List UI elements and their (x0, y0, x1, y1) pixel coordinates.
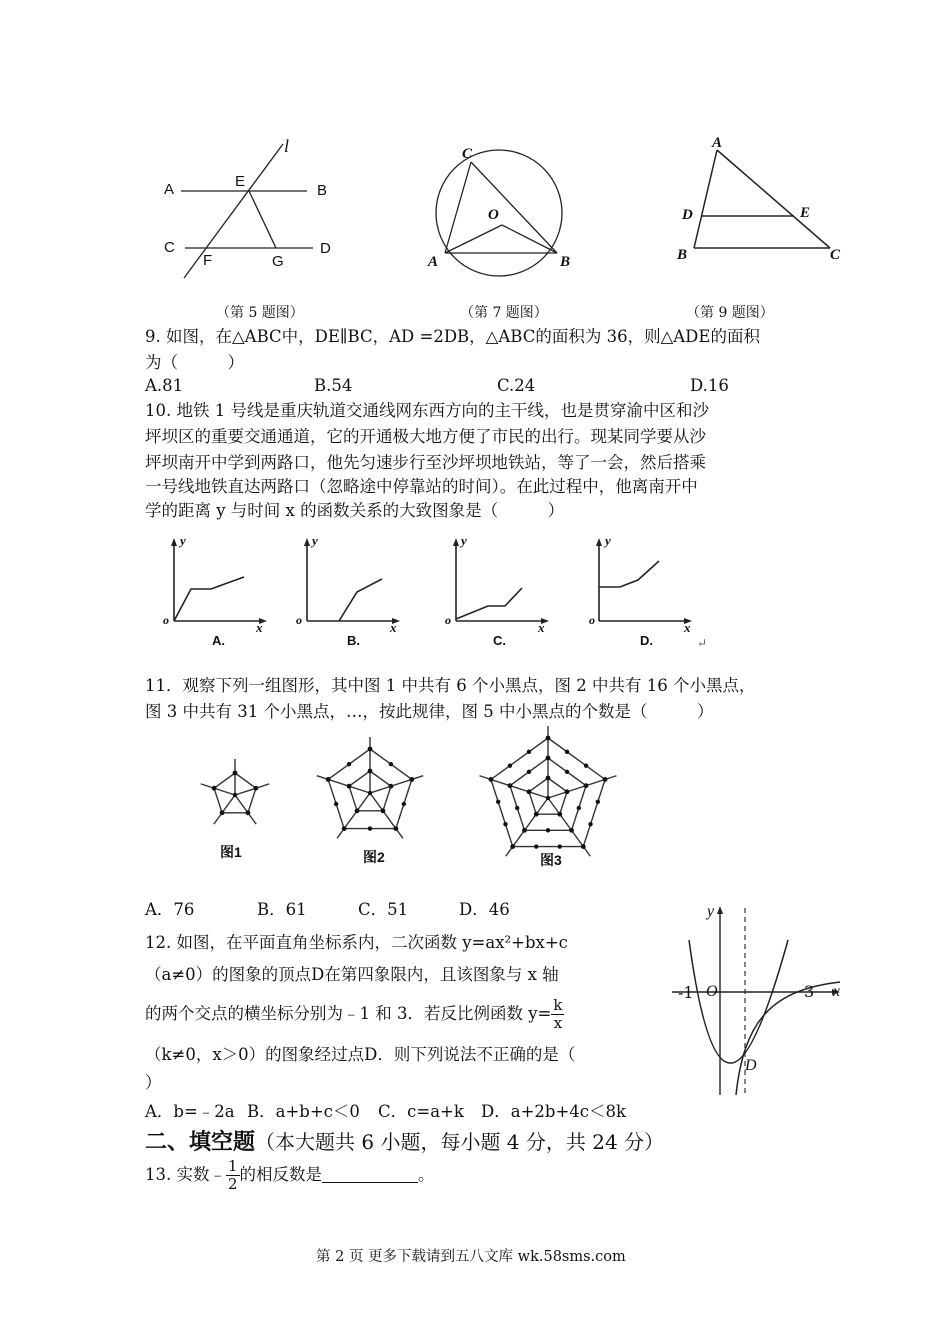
section-2-title: 二、填空题 (145, 1129, 256, 1155)
dot (584, 763, 588, 767)
dot (233, 771, 238, 776)
q10-graph-d-y: y (605, 533, 611, 548)
fig9-caption: （第 9 题图） (686, 305, 774, 321)
q11-line2: 图 3 中共有 31 个小黑点，…，按此规律，图 5 中小黑点的个数是（ ） (145, 702, 714, 721)
q11-option-d: D．46 (459, 900, 510, 919)
q10-line4: 一号线地铁直达两路口（忽略途中停靠站的时间）。在此过程中，他离南开中 (145, 477, 698, 496)
dot (368, 826, 372, 830)
q10-graph-a-x: x (256, 620, 263, 635)
q10-graph-a-y: y (180, 533, 186, 548)
q12-line3 (145, 997, 564, 1032)
q10-graph-d-label: D. (640, 633, 653, 648)
dot (546, 776, 551, 781)
q12-graph (672, 900, 847, 1100)
q12-frac-den: x (553, 1014, 563, 1032)
q9-option-c: C.24 (497, 376, 536, 395)
dot (584, 783, 589, 788)
dot (527, 770, 531, 774)
q9-line1: 9. 如图，在△ABC中，DE∥BC，AD =2DB，△ABC的面积为 36，则△ADE的面积 (145, 327, 760, 346)
spoke (370, 776, 423, 793)
dot (527, 750, 531, 754)
q12-graph-origin: O (706, 983, 718, 1000)
q13-suffix: 。 (418, 1165, 435, 1184)
dot (347, 784, 352, 789)
q10-line3: 坪坝南开中学到两路口，他先匀速步行至沙坪坝地铁站，等了一会，然后搭乘 (145, 453, 706, 472)
q9-option-a: A.81 (145, 376, 184, 395)
fig7-label-A: A (428, 254, 439, 270)
q11-figure-2-label: 图2 (363, 849, 385, 865)
q10-graph-d-x: x (684, 620, 691, 635)
dot (558, 844, 562, 848)
dot (220, 810, 225, 815)
q10-graph-b-y: y (312, 533, 318, 548)
dot (565, 770, 569, 774)
q12-option-a: A．b=﹣2a (145, 1102, 235, 1121)
dot (508, 783, 513, 788)
q10-graph-c-label: C. (493, 633, 506, 648)
q12-line2: （a≠0）的图象的顶点D在第四象限内，且该图象与 x 轴 (145, 965, 559, 984)
figure-9 (670, 135, 850, 265)
q12-line4: （k≠0，x＞0）的图象经过点D．则下列说法不正确的是（ (145, 1045, 576, 1064)
q9-option-b: B.54 (314, 376, 353, 395)
fig9-label-B: B (677, 247, 688, 263)
q13-answer-blank[interactable] (322, 1164, 418, 1183)
dot (368, 769, 373, 774)
dot (557, 812, 562, 817)
q12-frac-num: k (553, 996, 563, 1014)
dot (368, 747, 373, 752)
q11-line1: 11．观察下列一组图形，其中图 1 中共有 6 个小黑点，图 2 中共有 16 个小黑点， (145, 676, 756, 695)
q12-graph-D: D (745, 1057, 757, 1074)
section-2-detail: （本大题共 6 小题，每小题 4 分，共 24 分） (255, 1130, 665, 1154)
dot (510, 844, 515, 849)
fig9-label-E: E (800, 205, 811, 221)
dot (534, 812, 539, 817)
q12-line5: ） (145, 1073, 162, 1092)
q12-fraction (551, 997, 564, 1032)
q12-graph-three: 3 (804, 982, 815, 1001)
q12-graph-y: y (707, 903, 715, 920)
dot (569, 828, 574, 833)
dot (546, 828, 550, 832)
q10-graph-c-o: o (445, 613, 451, 627)
return-mark: ↵ (697, 636, 708, 650)
dot (527, 789, 532, 794)
dot (546, 736, 551, 741)
section-2-heading (145, 1125, 664, 1156)
dot (603, 777, 608, 782)
q9-line2: 为（ ） (145, 353, 244, 372)
q13-frac-den: 2 (228, 1175, 238, 1193)
center-dot (546, 796, 550, 800)
dot (393, 826, 398, 831)
q12-line3-text: 的两个交点的横坐标分别为﹣1 和 3．若反比例函数 y= (145, 1004, 552, 1023)
fig5-label-B: B (317, 182, 328, 199)
dot (522, 828, 527, 833)
center-dot (233, 793, 237, 797)
q10-graph-b-x: x (390, 620, 397, 635)
q12-graph-x: x (833, 983, 841, 1000)
dot (534, 844, 538, 848)
q10-graph-d-o: o (589, 613, 595, 627)
fig9-label-A: A (712, 135, 723, 151)
dot (402, 802, 406, 806)
dot (515, 806, 519, 810)
page-footer: 第 2 页 更多下载请到五八文库 wk.58sms.com (316, 1249, 626, 1265)
q11-figures (195, 725, 625, 870)
q13 (145, 1158, 435, 1193)
q12-line1: 12. 如图，在平面直角坐标系内，二次函数 y=ax²+bx+c (145, 933, 568, 952)
dot (347, 762, 351, 766)
fig7-label-C: C (462, 146, 473, 162)
q11-option-b: B．61 (257, 900, 307, 919)
fig9-label-C: C (830, 247, 841, 263)
fig5-label-G: G (272, 253, 284, 270)
fig7-label-O: O (488, 207, 499, 223)
dot (355, 808, 360, 813)
fig9-label-D: D (682, 207, 693, 223)
dot (581, 844, 586, 849)
dot (577, 806, 581, 810)
fig7-label-B: B (560, 254, 571, 270)
dot (409, 777, 414, 782)
q10-graph-b-o: o (296, 613, 302, 627)
dot (389, 762, 393, 766)
q13-frac-num: 1 (228, 1157, 238, 1175)
q11-option-a: A．76 (145, 900, 195, 919)
dot (334, 802, 338, 806)
q10-line1: 10. 地铁 1 号线是重庆轨道交通线网东西方向的主干线，也是贯穿渝中区和沙 (145, 401, 709, 420)
fig5-label-A: A (164, 181, 175, 198)
center-dot (368, 791, 372, 795)
dot (508, 763, 512, 767)
q13-fraction (226, 1158, 240, 1193)
q10-line2: 坪坝区的重要交通通道，它的开通极大地方便了市民的出行。现某同学要从沙 (145, 427, 706, 446)
q12-graph-neg1: -1 (678, 983, 694, 1002)
dot (588, 822, 592, 826)
q10-graph-b-label: B. (347, 633, 360, 648)
q12-option-d: D．a+2b+4c＜8k (481, 1102, 627, 1121)
fig5-label-C: C (164, 239, 175, 256)
dot (246, 810, 251, 815)
q10-graph-c-x: x (538, 620, 545, 635)
fig5-label-D: D (320, 240, 331, 257)
q10-line5: 学的距离 y 与时间 x 的函数关系的大致图象是（ ） (145, 501, 565, 520)
fig5-caption: （第 5 题图） (216, 305, 304, 321)
q12-option-b: B．a+b+c＜0 (247, 1102, 360, 1121)
q11-option-c: C．51 (358, 900, 409, 919)
fig5-label-l: l (284, 136, 290, 156)
q11-figure-3-label: 图3 (540, 852, 562, 868)
fig5-label-E: E (235, 173, 246, 190)
q10-graph-a-o: o (163, 613, 169, 627)
q13-middle: 的相反数是 (239, 1165, 323, 1184)
dot (596, 800, 600, 804)
fig7-caption: （第 7 题图） (460, 305, 548, 321)
fig5-label-F: F (203, 252, 213, 269)
dot (254, 786, 259, 791)
dot (381, 808, 386, 813)
dot (565, 789, 570, 794)
dot (326, 777, 331, 782)
dot (342, 826, 347, 831)
dot (546, 756, 551, 761)
spoke (317, 776, 370, 793)
dot (212, 786, 217, 791)
q10-graph-a-label: A. (212, 633, 225, 648)
q12-option-c: C．c=a+k (378, 1102, 464, 1121)
dot (503, 822, 507, 826)
dot (489, 777, 494, 782)
q9-option-d: D.16 (690, 376, 729, 395)
q13-prefix: 13. 实数﹣ (145, 1165, 226, 1184)
figure-5 (155, 130, 355, 280)
dot (496, 800, 500, 804)
q11-figure-1-label: 图1 (220, 844, 242, 860)
q10-graph-c-y: y (461, 533, 467, 548)
dot (389, 784, 394, 789)
dot (565, 750, 569, 754)
